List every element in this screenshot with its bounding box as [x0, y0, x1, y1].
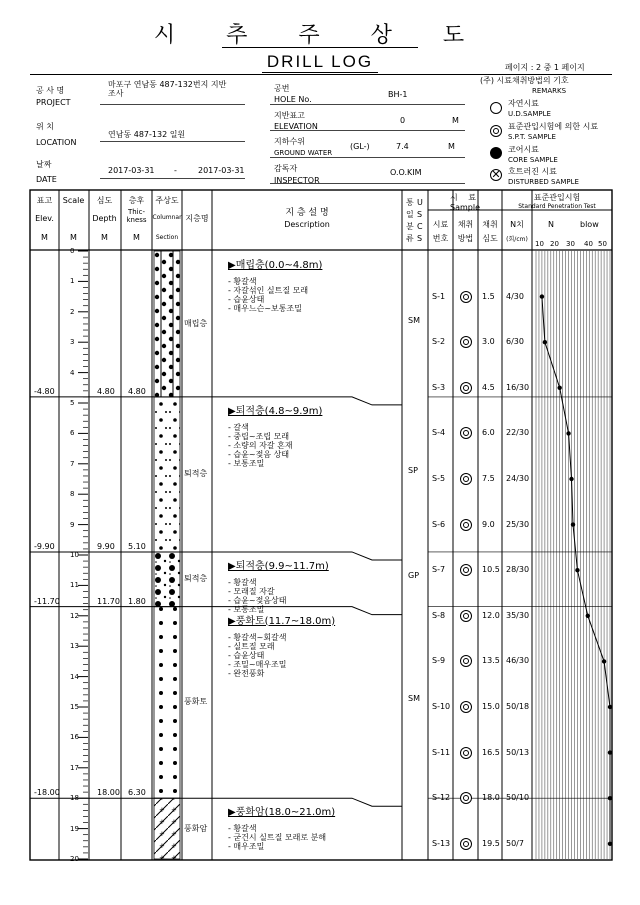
scale-tick-label: 20 — [70, 855, 79, 863]
col-blow: blow — [580, 220, 599, 229]
crossed-circle-icon: ✕ — [491, 168, 501, 181]
elev-value: -11.70 — [34, 596, 60, 606]
col-sample-no-0: 시료 — [432, 220, 449, 229]
n-value: 28/30 — [506, 565, 530, 575]
uscs-code: GP — [408, 571, 420, 581]
n-value: 22/30 — [506, 428, 530, 438]
location-label: 위 치 — [36, 122, 54, 131]
layer-description-line: - 모래질 자갈 — [228, 586, 275, 596]
col-column-en2: Section — [155, 234, 179, 241]
col-thick: 층후 — [128, 196, 145, 205]
columnar-section-4 — [154, 798, 180, 859]
elevation-unit: M — [452, 116, 459, 125]
legend-item-4: 흐트러진 시료 — [508, 167, 557, 176]
spt-sample-icon — [460, 610, 472, 622]
thick-value: 4.80 — [128, 386, 146, 396]
sample-depth: 7.5 — [482, 474, 495, 483]
col-sample-method-1: 방법 — [457, 234, 474, 243]
col-spt-en: Standard Penetration Test — [518, 203, 596, 210]
project-value: 마포구 연남동 487-132번지 지반 — [108, 80, 227, 89]
elev-value: -9.90 — [34, 541, 55, 551]
layer-name: 퇴적층 — [184, 469, 208, 479]
scale-tick-label: 0 — [70, 247, 75, 255]
layer-description-title: ▶매립층(0.0~4.8m) — [228, 260, 323, 271]
sample-number: S-7 — [432, 565, 446, 575]
elevation-value: 0 — [400, 116, 406, 125]
col-thick-unit: M — [133, 233, 140, 242]
n-value: 24/30 — [506, 474, 530, 483]
layer-name: 풍화암 — [184, 823, 208, 833]
n-value: 50/18 — [506, 702, 530, 711]
layer-description-line: - 실트질 모래 — [228, 641, 275, 651]
axis-tick-20: 20 — [550, 240, 559, 248]
n-value-point — [608, 705, 612, 709]
sample-number: S-3 — [432, 382, 446, 392]
scale-tick-label: 10 — [70, 551, 79, 559]
spt-sample-icon — [460, 382, 472, 394]
sample-depth: 12.0 — [482, 610, 500, 620]
n-value-point — [543, 340, 547, 344]
col-uscs2-2: C — [417, 222, 423, 231]
col-elev: 표고 — [36, 196, 53, 205]
col-depth-unit: M — [101, 233, 108, 242]
layer-description-line: - 자갈섞인 실트질 모래 — [228, 286, 309, 295]
scale-tick-label: 17 — [70, 763, 79, 772]
project-value-2: 조사 — [108, 89, 124, 98]
title-english: DRILL LOG — [266, 52, 374, 71]
sample-number: S-13 — [432, 838, 451, 848]
thick-value: 5.10 — [128, 541, 146, 551]
sample-number: S-11 — [432, 747, 451, 757]
col-sample-en: Sample — [450, 203, 480, 212]
layer-description-line: - 보통조밀 — [228, 604, 265, 614]
sample-number: S-4 — [432, 428, 446, 438]
col-uscs-2: 분 — [406, 222, 414, 231]
columnar-section-1 — [154, 397, 180, 552]
uscs-code: SP — [408, 466, 418, 476]
hole-label: 공번 — [274, 84, 290, 93]
col-depth: 심도 — [96, 196, 113, 205]
layer-description-title: ▶퇴적층(4.8~9.9m) — [228, 405, 323, 417]
n-value: 25/30 — [506, 519, 530, 529]
scale-tick-label: 12 — [70, 611, 79, 620]
col-sample-depth-1: 심도 — [482, 234, 498, 243]
layer-description-line: - 중립~조립 모래 — [228, 431, 290, 441]
n-value-point — [540, 294, 544, 298]
scale-tick-label: 14 — [70, 672, 79, 681]
spt-sample-icon — [460, 291, 472, 303]
col-uscs-0: 통 — [406, 198, 414, 207]
layer-description-title: ▶풍화암(18.0~21.0m) — [228, 807, 336, 819]
scale-tick-label: 3 — [70, 338, 75, 347]
sample-depth: 18.0 — [482, 793, 500, 803]
groundwater-unit: M — [448, 142, 455, 151]
n-value: 50/13 — [506, 747, 530, 757]
date-start: 2017-03-31 — [108, 166, 155, 175]
spt-sample-icon — [460, 473, 472, 485]
scale-tick-label: 11 — [70, 581, 79, 590]
layer-description-line: - 소량의 자갈 혼재 — [228, 440, 293, 450]
sample-depth: 13.5 — [482, 656, 500, 666]
n-value: 46/30 — [506, 656, 530, 666]
sample-depth: 6.0 — [482, 428, 495, 438]
layer-description-line: - 갈색 — [228, 422, 249, 432]
date-label: 날짜 — [36, 160, 52, 169]
sample-number: S-6 — [432, 519, 446, 529]
layer-description-line: - 습윤~젖음 상태 — [228, 449, 290, 459]
legend-item-1-en: U.D.SAMPLE — [508, 110, 551, 118]
sample-depth: 16.5 — [482, 747, 500, 757]
scale-tick-label: 5 — [70, 399, 75, 407]
depth-value: 18.00 — [97, 788, 120, 798]
n-value: 50/10 — [506, 793, 530, 803]
col-depth-en: Depth — [92, 214, 117, 223]
sample-depth: 9.0 — [482, 519, 495, 529]
legend-item-3-en: CORE SAMPLE — [508, 156, 558, 164]
legend-item-2-en: S.P.T. SAMPLE — [508, 133, 556, 141]
hole-label-en: HOLE No. — [274, 95, 312, 104]
col-sample: 시 료 — [450, 193, 480, 202]
n-value-point — [566, 431, 570, 435]
scale-tick-label: 16 — [70, 733, 79, 742]
scale-tick-label: 9 — [70, 520, 75, 529]
col-layer: 지층명 — [185, 214, 209, 223]
groundwater-label: 지하수위 — [274, 137, 305, 146]
axis-tick-50: 50 — [598, 240, 607, 248]
n-value: 4/30 — [506, 291, 524, 301]
elev-value: -4.80 — [34, 386, 55, 396]
date-label-en: DATE — [36, 175, 57, 184]
layer-description-line: - 황갈색~회갈색 — [228, 632, 287, 642]
uscs-code: SM — [408, 694, 420, 704]
col-uscs2-0: U — [417, 198, 423, 207]
inspector-label-en: INSPECTOR — [274, 176, 320, 185]
col-sample-method-0: 채취 — [457, 220, 474, 229]
elevation-label-en: ELEVATION — [274, 122, 318, 131]
inspector-label: 감독자 — [274, 164, 298, 173]
col-n-unit: (회/cm) — [506, 236, 528, 243]
col-scale: Scale — [62, 196, 85, 205]
layer-name: 매립층 — [184, 318, 208, 328]
depth-value: 9.90 — [97, 541, 115, 551]
sample-depth: 4.5 — [482, 382, 495, 392]
col-desc: 지 층 설 명 — [285, 208, 329, 218]
title-korean: 시 추 주 상 도 — [153, 23, 487, 48]
sample-number: S-2 — [432, 337, 446, 347]
n-value-point — [575, 568, 579, 572]
sample-number: S-8 — [432, 610, 446, 620]
columnar-section-2 — [154, 552, 180, 607]
depth-value: 4.80 — [97, 386, 115, 396]
n-value: 35/30 — [506, 610, 530, 620]
n-value-point — [608, 796, 612, 800]
scale-tick-label: 19 — [70, 824, 79, 833]
n-value-point — [608, 842, 612, 846]
scale-tick-label: 8 — [70, 490, 75, 499]
legend-title-en: REMARKS — [532, 87, 567, 95]
sample-number: S-1 — [432, 291, 446, 301]
page-indicator: 페이지 : 2 중 1 페이지 — [505, 63, 585, 72]
col-uscs-1: 일 — [406, 210, 414, 219]
sample-depth: 3.0 — [482, 337, 495, 347]
layer-description-title: ▶풍화토(11.7~18.0m) — [228, 615, 336, 627]
layer-description-line: - 습윤상태 — [228, 295, 265, 304]
n-value-point — [586, 614, 590, 618]
layer-description-line: - 완전풍화 — [228, 668, 265, 678]
layer-name: 풍화토 — [184, 697, 208, 707]
location-value: 연남동 487-132 일원 — [108, 130, 186, 139]
layer-description-line: - 황갈색 — [228, 577, 257, 587]
layer-description-line: - 조밀~매우조밀 — [228, 659, 287, 669]
depth-value: 11.70 — [97, 596, 120, 606]
groundwater-label-en: GROUND WATER — [274, 149, 333, 157]
desc-boundary — [212, 397, 402, 405]
col-sample-no-1: 번호 — [432, 234, 449, 243]
scale-tick-label: 2 — [70, 307, 75, 316]
legend-title: (주) 시료채취방법의 기호 — [480, 76, 569, 85]
legend-item-3: 코어시료 — [508, 145, 539, 154]
scale-tick-label: 18 — [70, 794, 79, 803]
sample-depth: 15.0 — [482, 702, 500, 711]
date-separator: - — [174, 166, 177, 175]
elevation-label: 지반표고 — [274, 111, 305, 120]
col-thick-en2: kness — [126, 216, 147, 224]
thick-value: 1.80 — [128, 596, 146, 606]
thick-value: 6.30 — [128, 788, 146, 798]
n-value-point — [602, 659, 606, 663]
layer-description-line: - 굳건시 실트질 모래로 분해 — [228, 833, 327, 843]
col-n-label: N — [548, 220, 554, 229]
scale-tick-label: 6 — [70, 429, 75, 438]
desc-boundary — [212, 552, 402, 560]
sample-number: S-10 — [432, 702, 451, 711]
scale-tick-label: 15 — [70, 703, 79, 711]
col-desc-en: Description — [284, 220, 330, 229]
layer-description-line: - 습윤상태 — [228, 650, 265, 660]
spt-sample-icon — [460, 519, 472, 531]
legend-item-4-en: DISTURBED SAMPLE — [508, 178, 579, 186]
col-uscs-3: 류 — [406, 234, 414, 243]
n-value: 16/30 — [506, 382, 530, 392]
n-value: 6/30 — [506, 337, 524, 347]
axis-tick-40: 40 — [584, 240, 593, 248]
elev-value: -18.00 — [34, 788, 60, 798]
desc-boundary — [212, 798, 402, 806]
legend-item-2: 표준관입시험에 의한 시료 — [508, 122, 599, 131]
date-end: 2017-03-31 — [198, 166, 245, 175]
sample-number: S-12 — [432, 793, 451, 803]
layer-description-line: - 매우조밀 — [228, 842, 265, 852]
sample-number: S-9 — [432, 656, 446, 666]
groundwater-prefix: (GL-) — [350, 142, 370, 151]
n-value-point — [569, 477, 573, 481]
col-scale-unit: M — [70, 233, 77, 242]
axis-tick-10: 10 — [535, 240, 544, 248]
col-elev-en: Elev. — [35, 214, 54, 223]
spt-sample-icon — [460, 701, 472, 713]
spt-sample-icon — [460, 747, 472, 759]
columnar-section-3 — [154, 607, 180, 799]
layer-name: 퇴적층 — [184, 574, 208, 584]
hole-value: BH-1 — [388, 90, 408, 99]
project-label: 공 사 명 — [36, 86, 65, 95]
layer-description-line: - 황갈색 — [228, 277, 257, 286]
axis-tick-30: 30 — [566, 240, 575, 248]
n-value-point — [557, 386, 561, 390]
col-sample-depth-0: 채취 — [482, 220, 498, 229]
spt-sample-icon — [460, 838, 472, 850]
layer-description-title: ▶퇴적층(9.9~11.7m) — [228, 560, 329, 572]
col-uscs2-3: S — [417, 234, 423, 243]
col-column-en: Columnar — [152, 214, 182, 221]
sample-depth: 10.5 — [482, 565, 500, 575]
scale-tick-label: 4 — [70, 368, 75, 377]
layer-description-line: - 습윤~젖음상태 — [228, 595, 287, 605]
columnar-section-0 — [154, 251, 180, 397]
scale-tick-label: 7 — [70, 459, 75, 468]
uscs-code: SM — [408, 315, 420, 325]
legend-item-1: 자연시료 — [508, 99, 539, 108]
layer-description-line: - 보통조밀 — [228, 458, 265, 468]
col-column: 주상도 — [155, 196, 179, 205]
groundwater-value: 7.4 — [396, 142, 409, 151]
col-elev-unit: M — [41, 233, 48, 242]
location-label-en: LOCATION — [36, 138, 77, 147]
layer-description-line: - 황갈색 — [228, 824, 257, 834]
inspector-value: O.O.KIM — [390, 168, 422, 177]
n-value-point — [571, 522, 575, 526]
layer-description-line: - 매우느슨~보통조밀 — [228, 304, 302, 313]
sample-depth: 1.5 — [482, 291, 495, 301]
col-n: N치 — [510, 220, 524, 229]
sample-number: S-5 — [432, 474, 446, 483]
project-label-en: PROJECT — [36, 98, 71, 107]
col-spt: 표준관입시험 — [533, 193, 581, 202]
col-thick-en1: Thic- — [127, 208, 146, 216]
n-value-point — [608, 750, 612, 754]
scale-tick-label: 1 — [70, 277, 75, 286]
scale-tick-label: 13 — [70, 642, 79, 651]
col-uscs2-1: S — [417, 210, 423, 219]
sample-depth: 19.5 — [482, 838, 500, 848]
n-value: 50/7 — [506, 838, 524, 848]
